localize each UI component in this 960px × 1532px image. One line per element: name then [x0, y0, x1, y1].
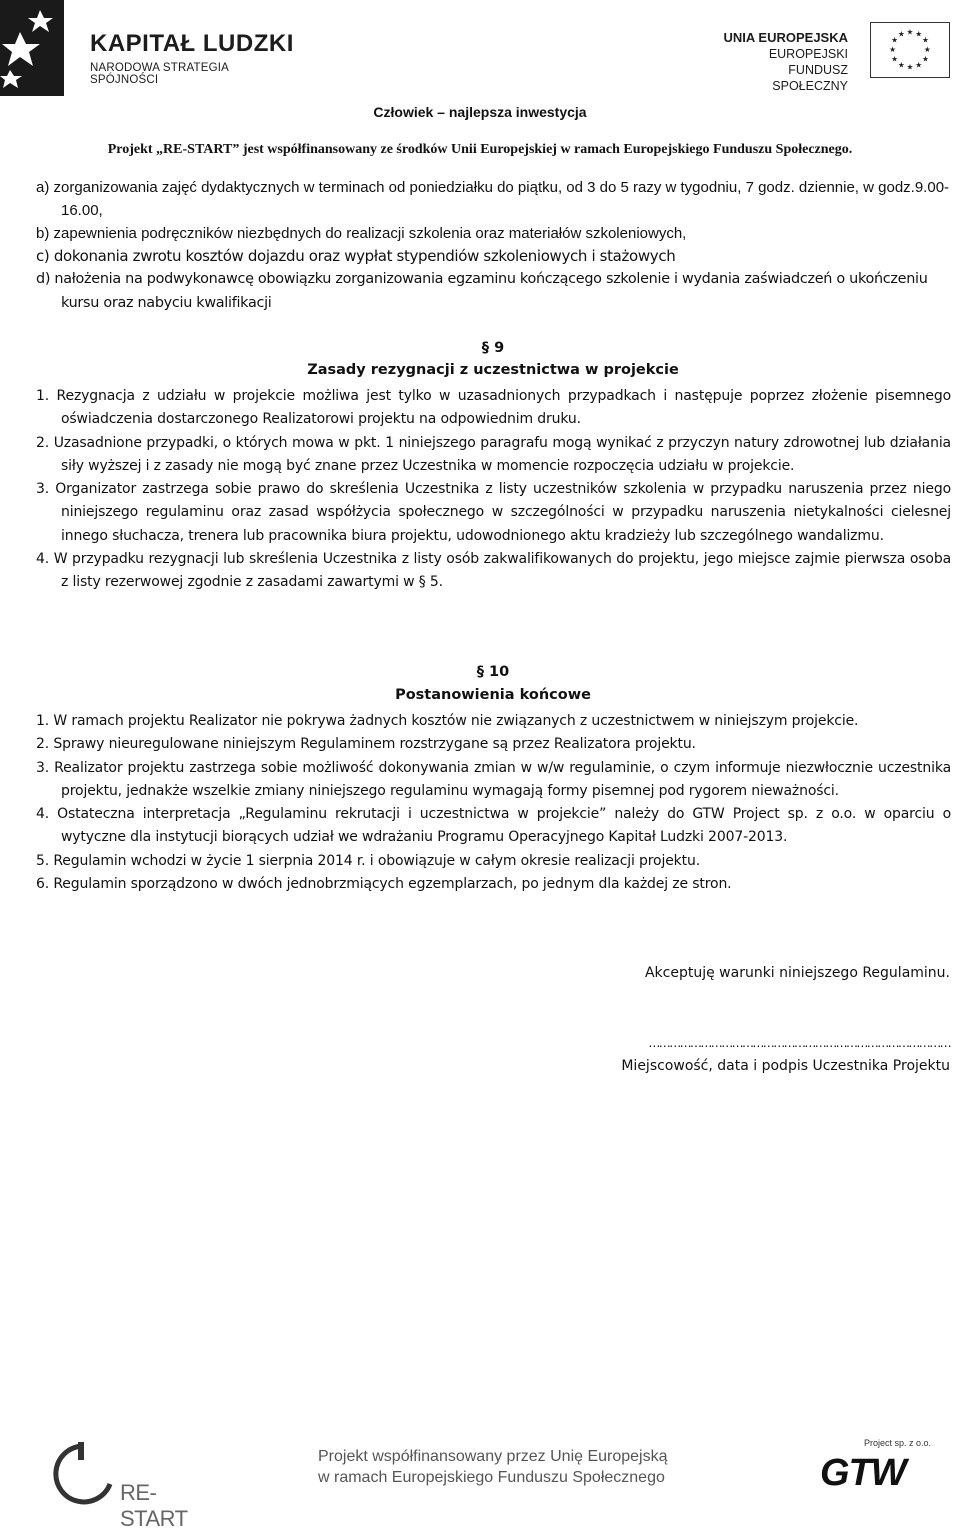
svg-text:★: ★ — [889, 44, 897, 54]
section-9-number: § 9 — [481, 340, 505, 356]
list-item: 4. Ostateczna interpretacja „Regulaminu rekrutacji i uczestnictwa w projekcie” należy do GTW Project sp. z o.o. w oparciu o wytyczne dla instytucji biorących udział we wdrażaniu Programu Operacyjnego Kapitał Ludzki 2007-2013. — [36, 806, 951, 846]
kapital-ludzki-emblem-icon — [0, 0, 70, 96]
list-item: 3. Organizator zastrzega sobie prawo do skreślenia Uczestnika z listy uczestników szkolenia w przypadku naruszenia przez niego niniejszego regulaminu oraz zasad współżycia społecznego w szczególności w przypadku naruszenia nietykalności cielesnej innego słuchacza, trenera lub pracownika biura projektu, udowodnionego aktu kradzieży lub szczególnego wandalizmu. — [36, 481, 951, 544]
signature-line: …………………………………………………………………………… — [648, 1036, 950, 1050]
gtw-logo-small: Project sp. z o.o. — [864, 1438, 932, 1448]
kapital-ludzki-subtitle: NARODOWA STRATEGIA SPÓJNOŚCI — [90, 62, 229, 86]
svg-text:★: ★ — [897, 60, 905, 70]
kapital-ludzki-logo — [0, 0, 300, 100]
list-item: 5. Regulamin wchodzi w życie 1 sierpnia 2014 r. i obowiązuje w całym okresie realizacji projektu. — [36, 852, 700, 869]
list-item: 2. Uzasadnione przypadki, o których mowa w pkt. 1 niniejszego paragrafu mogą wynikać z przyczyn natury zdrowotnej lub działania siły wyższej i z zasady nie mogą być znane przez Uczestnika w momencie rozpoczęcia udziału w projekcie. — [36, 434, 951, 474]
svg-text:★: ★ — [915, 29, 923, 39]
kapital-ludzki-title: KAPITAŁ LUDZKI — [90, 30, 294, 57]
eu-logo-line1: UNIA EUROPEJSKA — [723, 30, 848, 45]
restart-logo — [52, 1440, 188, 1531]
section-10-list — [36, 710, 951, 896]
svg-text:★: ★ — [915, 60, 923, 70]
project-cofinancing-line: Projekt „RE-START” jest współfinansowany ze środków Unii Europejskiej w ramach Europejskiego Funduszu Społecznego. — [107, 142, 853, 157]
list-item: 1. Rezygnacja z udziału w projekcie możliwa jest tylko w uzasadnionych przypadkach i następuje poprzez złożenie pisemnego oświadczenia dostarczonego Realizatorowi projektu na odpowiednim druku. — [36, 388, 951, 428]
svg-text:★: ★ — [921, 54, 929, 64]
svg-text:★: ★ — [906, 27, 914, 37]
svg-text:★: ★ — [891, 54, 899, 64]
footer-line2: w ramach Europejskiego Funduszu Społecznego — [318, 1469, 665, 1486]
list-item: a) zorganizowania zajęć dydaktycznych w terminach od poniedziałku do piątku, od 3 do 5 razy w tygodniu, 7 godz. dziennie, w godz.9.00-16.00, — [36, 179, 950, 219]
footer-cofinancing-text — [318, 1446, 678, 1488]
svg-text:★: ★ — [923, 44, 931, 54]
list-item: c) dokonania zwrotu kosztów dojazdu oraz wypłat stypendiów szkoleniowych i stażowych — [36, 247, 676, 265]
section-10-title: Postanowienia końcowe — [395, 687, 591, 703]
list-item: 6. Regulamin sporządzono w dwóch jednobrzmiących egzemplarzach, po jednym dla każdej ze stron. — [36, 876, 732, 893]
gtw-logo — [820, 1438, 940, 1498]
eu-flag-icon — [870, 22, 950, 78]
svg-text:★: ★ — [906, 62, 914, 72]
list-item: 2. Sprawy nieuregulowane niniejszym Regulaminem rozstrzygane są przez Realizatora projektu. — [36, 736, 696, 753]
list-item: b) zapewnienia podręczników niezbędnych do realizacji szkolenia oraz materiałów szkoleniowych, — [36, 225, 687, 242]
svg-text:★: ★ — [921, 35, 929, 45]
gtw-logo-text: GTW — [820, 1452, 906, 1494]
slogan: Człowiek – najlepsza inwestycja — [373, 104, 587, 120]
eu-logo-line3: FUNDUSZ SPOŁECZNY — [772, 63, 848, 93]
list-item: 3. Realizator projektu zastrzega sobie możliwość dokonywania zmian w w/w regulaminie, o czym informuje niezwłocznie uczestnika projektu, jednakże wszelkie zmiany niniejszego regulaminu wymagają formy pisemnej pod rygorem nieważności. — [36, 759, 951, 799]
list-item: d) nałożenia na podwykonawcę obowiązku zorganizowania egzaminu kończącego szkolenie i wydania zaświadczeń o ukończeniu kursu oraz nabyciu kwalifikacji — [36, 271, 928, 311]
page-footer — [0, 1430, 960, 1531]
section-9-list — [36, 385, 951, 595]
svg-text:★: ★ — [897, 29, 905, 39]
eu-logo-text — [716, 30, 848, 94]
footer-line1: Projekt współfinansowany przez Unię Europejską — [318, 1448, 668, 1465]
acceptance-text: Akceptuję warunki niniejszego Regulaminu. — [644, 965, 950, 981]
intro-list — [36, 176, 951, 315]
list-item: 4. W przypadku rezygnacji lub skreślenia Uczestnika z listy osób zakwalifikowanych do projektu, jego miejsce zajmie pierwsza osoba z listy rezerwowej zgodnie z zasadami zawartymi w § 5. — [36, 551, 951, 591]
signature-label: Miejscowość, data i podpis Uczestnika Projektu — [621, 1058, 950, 1074]
svg-text:★: ★ — [891, 35, 899, 45]
page-header — [0, 0, 960, 165]
section-10-number: § 10 — [476, 664, 510, 680]
list-item: 1. W ramach projektu Realizator nie pokrywa żadnych kosztów nie związanych z uczestnictwem w niniejszym projekcie. — [36, 713, 859, 729]
restart-logo-text: RE-START — [120, 1480, 188, 1531]
section-9-title: Zasady rezygnacji z uczestnictwa w projekcie — [307, 362, 679, 378]
eu-logo-line2: EUROPEJSKI — [768, 47, 848, 61]
eu-logo — [716, 22, 960, 92]
